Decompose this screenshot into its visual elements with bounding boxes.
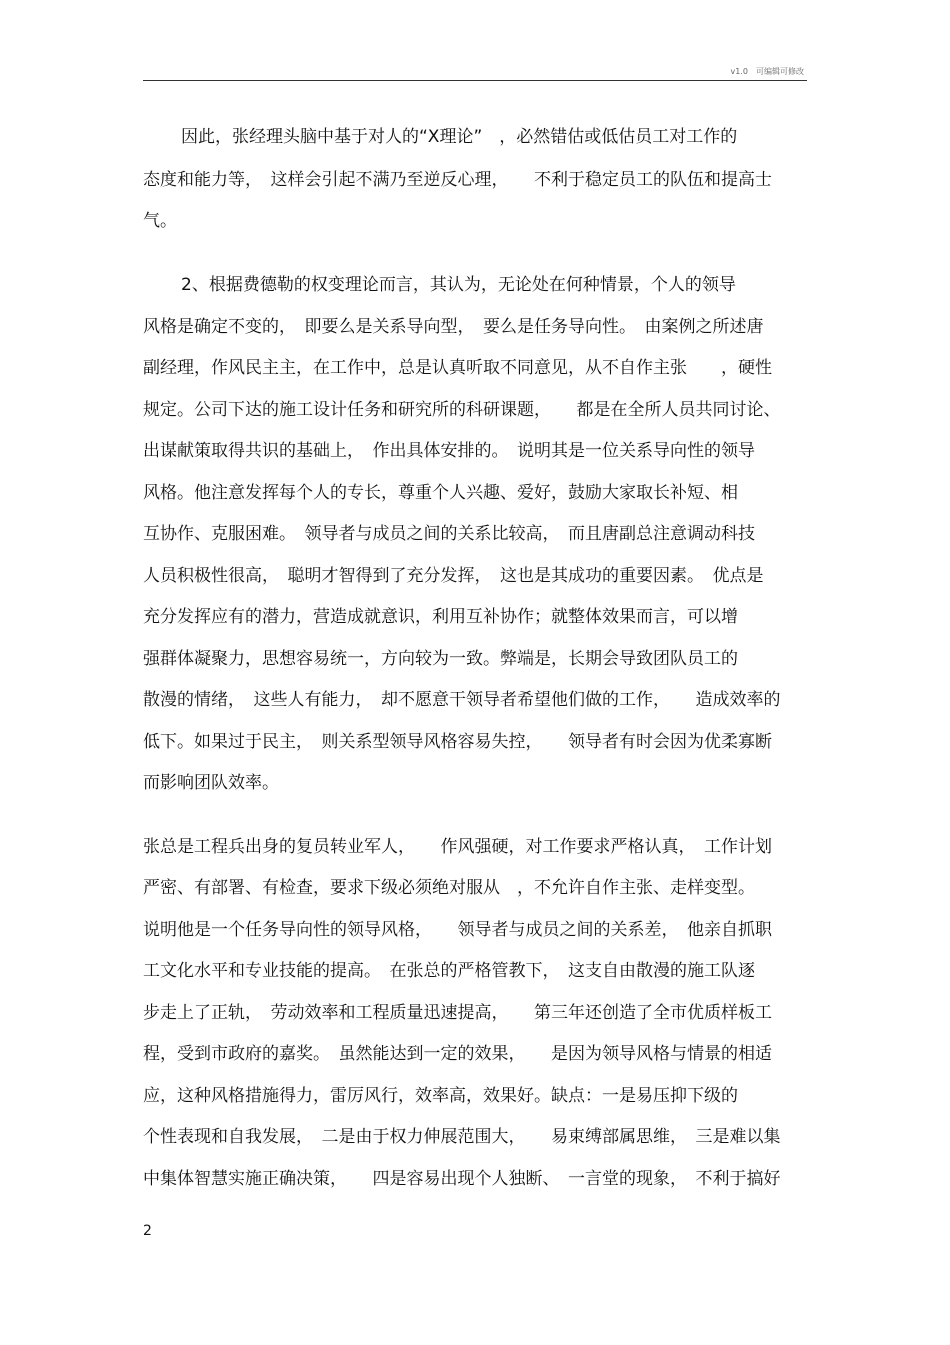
header-note: v1.0 可编辑可修改 [730,67,804,76]
text-line: 而影响团队效率。 [143,773,279,793]
page-number: 2 [143,1223,152,1239]
header-rule [143,80,807,81]
text-line: 个性表现和自我发展， 二是由于权力伸展范围大， 易束缚部属思维， 三是难以集 [143,1127,781,1147]
text-line: 气。 [143,211,177,231]
text-line: 散漫的情绪， 这些人有能力， 却不愿意干领导者希望他们做的工作， 造成效率的 [143,690,781,710]
text-line: 副经理，作风民主主，在工作中，总是认真听取不同意见，从不自作主张 ，硬性 [143,358,772,378]
text-line: 态度和能力等， 这样会引起不满乃至逆反心理， 不利于稳定员工的队伍和提高士 [143,170,772,190]
text-line: 人员积极性很高， 聪明才智得到了充分发挥， 这也是其成功的重要因素。 优点是 [143,566,764,586]
text-line: 程，受到市政府的嘉奖。 虽然能达到一定的效果， 是因为领导风格与情景的相适 [143,1044,772,1064]
text-line: 规定。公司下达的施工设计任务和研究所的科研课题， 都是在全所人员共同讨论、 [143,400,781,420]
text-line: 应，这种风格措施得力，雷厉风行，效率高，效果好。缺点：一是易压抑下级的 [143,1086,738,1106]
text-line: 说明他是一个任务导向性的领导风格， 领导者与成员之间的关系差， 他亲自抓职 [143,920,772,940]
text-line: 因此，张经理头脑中基于对人的“X理论” ，必然错估或低估员工对工作的 [181,127,738,147]
text-line: 充分发挥应有的潜力，营造成就意识，利用互补协作；就整体效果而言，可以增 [143,607,738,627]
text-line: 低下。如果过于民主， 则关系型领导风格容易失控， 领导者有时会因为优柔寡断 [143,732,772,752]
text-line: 强群体凝聚力，思想容易统一，方向较为一致。弊端是，长期会导致团队员工的 [143,649,738,669]
text-line: 严密、有部署、有检查，要求下级必须绝对服从 ，不允许自作主张、走样变型。 [143,878,755,898]
text-line: 中集体智慧实施正确决策， 四是容易出现个人独断、 一言堂的现象， 不利于搞好 [143,1169,781,1189]
text-line: 风格是确定不变的， 即要么是关系导向型， 要么是任务导向性。 由案例之所述唐 [143,317,764,337]
text-line: 风格。他注意发挥每个人的专长，尊重个人兴趣、爱好，鼓励大家取长补短、相 [143,483,738,503]
text-line: 步走上了正轨， 劳动效率和工程质量迅速提高， 第三年还创造了全市优质样板工 [143,1003,772,1023]
text-line: 出谋献策取得共识的基础上， 作出具体安排的。 说明其是一位关系导向性的领导 [143,441,755,461]
text-line: 互协作、克服困难。 领导者与成员之间的关系比较高， 而且唐副总注意调动科技 [143,524,755,544]
text-line: 张总是工程兵出身的复员转业军人， 作风强硬，对工作要求严格认真， 工作计划 [143,837,772,857]
text-line: 2、根据费德勒的权变理论而言，其认为，无论处在何种情景，个人的领导 [181,275,736,295]
text-line: 工文化水平和专业技能的提高。 在张总的严格管教下， 这支自由散漫的施工队逐 [143,961,755,981]
